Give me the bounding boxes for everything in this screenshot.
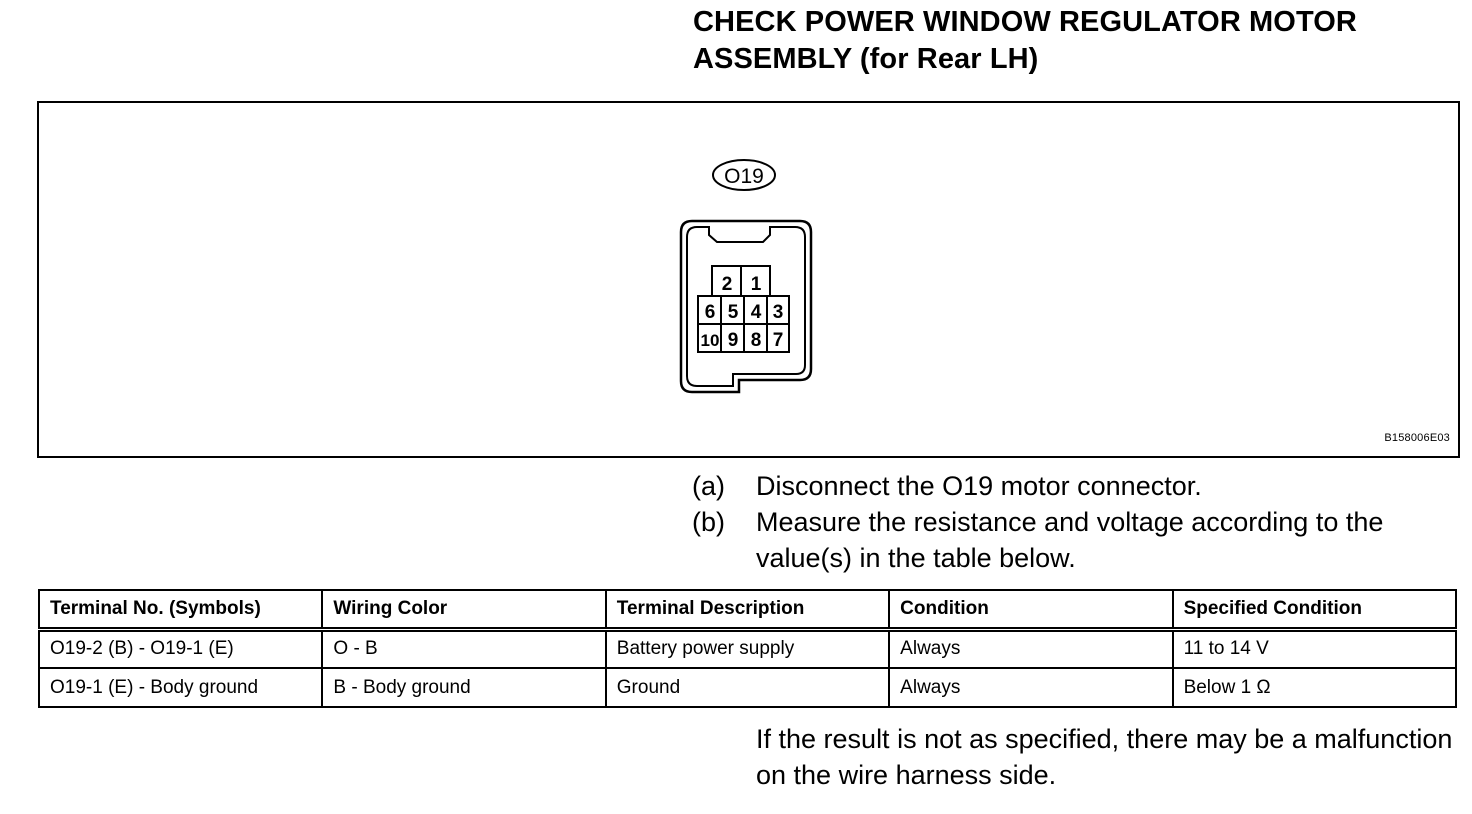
connector-label: O19 [724,165,764,188]
table-row [39,668,1456,707]
cell-terminal-no: O19-2 (B) - O19-1 (E) [39,629,322,668]
terminal-7: 7 [772,330,784,351]
cell-terminal-description: Battery power supply [606,629,889,668]
terminal-2: 2 [721,274,733,295]
terminal-1: 1 [750,274,762,295]
cell-condition: Always [889,629,1172,668]
figure-code: B158006E03 [1384,432,1450,444]
table-row [39,629,1456,668]
step-b [692,504,1452,576]
header-terminal-description: Terminal Description [606,590,889,629]
result-note: If the result is not as specified, there may be a malfunction on the wire harness side. [756,724,1453,790]
procedure-steps [692,468,1452,576]
procedure-title-line-2: ASSEMBLY (for Rear LH) [693,43,1039,75]
cell-wiring-color: O - B [322,629,605,668]
cell-specified-condition: Below 1 Ω [1173,668,1456,707]
procedure-title [693,4,1453,78]
cell-condition: Always [889,668,1172,707]
step-marker: (b) [692,507,725,537]
terminal-4: 4 [750,302,762,323]
step-marker: (a) [692,471,725,501]
cell-terminal-description: Ground [606,668,889,707]
terminal-10: 10 [700,331,720,350]
step-a [692,468,1452,504]
cell-specified-condition: 11 to 14 V [1173,629,1456,668]
cell-terminal-no: O19-1 (E) - Body ground [39,668,322,707]
connector-housing-outer [681,221,811,392]
connector-figure [37,101,1460,458]
table-header-row [39,590,1456,629]
header-terminal-no: Terminal No. (Symbols) [39,590,322,629]
step-text: Measure the resistance and voltage according to the value(s) in the table below. [756,507,1384,573]
cell-wiring-color: B - Body ground [322,668,605,707]
terminal-3: 3 [772,302,784,323]
connector-diagram [39,103,1458,456]
terminal-8: 8 [750,330,762,351]
header-wiring-color: Wiring Color [322,590,605,629]
header-condition: Condition [889,590,1172,629]
procedure-title-line-1: CHECK POWER WINDOW REGULATOR MOTOR [693,6,1357,38]
specification-table [38,589,1457,708]
terminal-6: 6 [704,302,716,323]
header-specified-condition: Specified Condition [1173,590,1456,629]
terminal-5: 5 [727,302,739,323]
terminal-9: 9 [727,330,739,351]
step-text: Disconnect the O19 motor connector. [756,471,1202,501]
